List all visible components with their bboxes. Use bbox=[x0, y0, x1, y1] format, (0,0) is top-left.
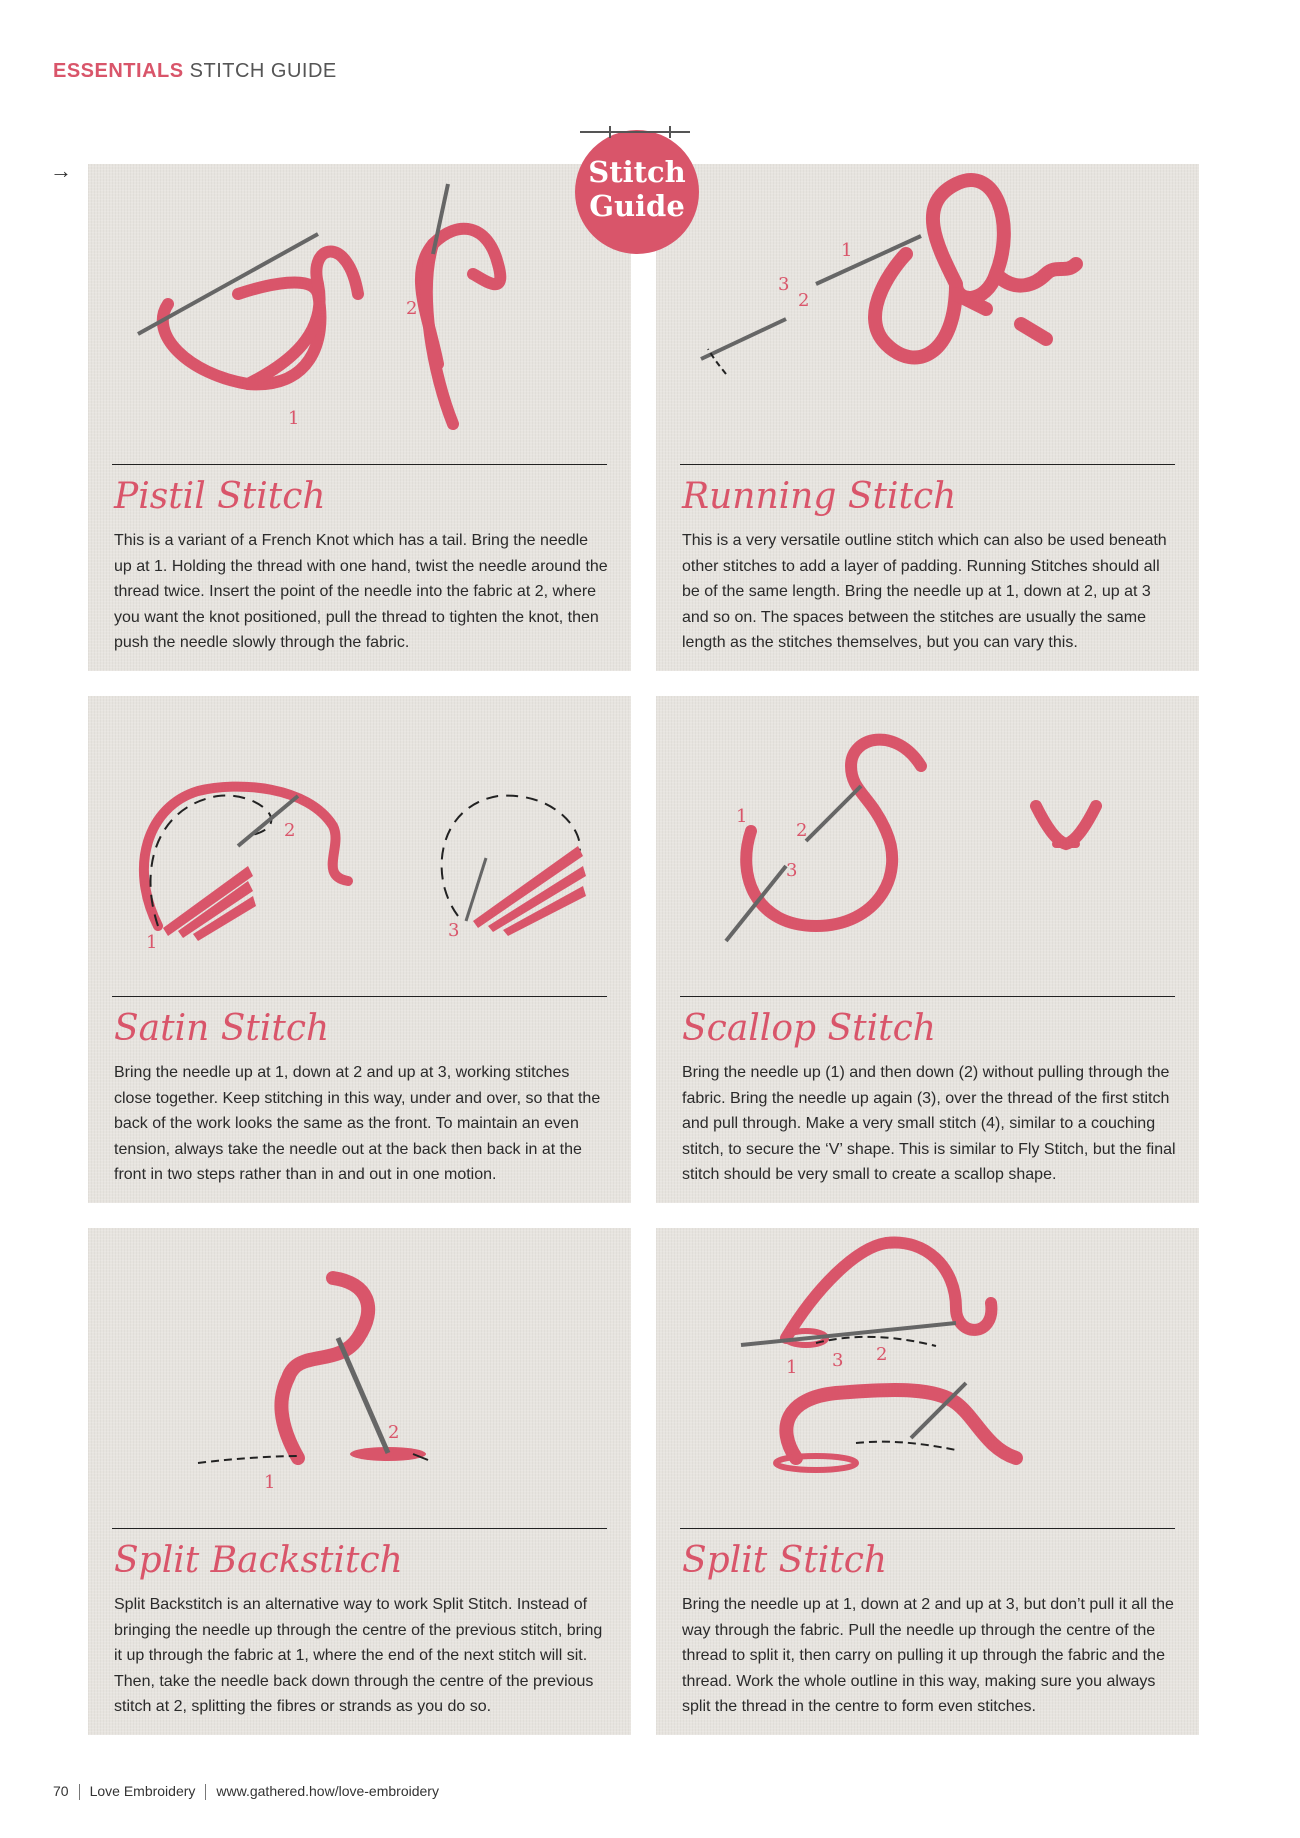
label-1: 1 bbox=[288, 408, 300, 429]
stitch-guide-badge bbox=[575, 130, 699, 254]
stitch-title: Split Stitch bbox=[682, 1540, 888, 1581]
label-1: 1 bbox=[264, 1472, 276, 1493]
split-backstitch-illustration bbox=[88, 1228, 631, 1538]
stitch-title: Satin Stitch bbox=[114, 1008, 330, 1049]
pistil-stitch-illustration bbox=[88, 164, 631, 474]
page-footer bbox=[53, 1783, 439, 1800]
panel-pistil-stitch bbox=[88, 164, 631, 671]
label-3: 3 bbox=[786, 860, 798, 881]
badge-line2: Guide bbox=[589, 189, 685, 223]
stitch-description: Bring the needle up (1) and then down (2) without pulling through the fabric. Bring the needle up again (3), over the thread of the first stitch and pull through. Make a very small stitch (4), similar to a couching stitch, to secure the ‘V’ shape. This is similar to Fly Stitch, but the final stitch should be very small to create a scallop shape. bbox=[682, 1064, 1176, 1183]
section-label: ESSENTIALS bbox=[53, 60, 184, 82]
stitch-title: Scallop Stitch bbox=[682, 1008, 936, 1049]
divider bbox=[680, 464, 1175, 465]
badge-needle-icon bbox=[580, 126, 690, 138]
stitch-description: Bring the needle up at 1, down at 2 and up at 3, working stitches close together. Keep stitching in this way, under and over, so that the back of the work looks the same as the front. To maintain an even tension, always take the needle out at the back then back in at the front in two steps rather than in and out in one motion. bbox=[114, 1064, 601, 1183]
label-2: 2 bbox=[796, 820, 808, 841]
stitch-title: Pistil Stitch bbox=[114, 476, 326, 517]
label-3: 3 bbox=[448, 920, 460, 941]
section-title: STITCH GUIDE bbox=[189, 60, 337, 82]
label-2: 2 bbox=[284, 820, 296, 841]
label-3: 3 bbox=[832, 1350, 844, 1371]
footer-divider bbox=[79, 1784, 80, 1800]
label-2: 2 bbox=[798, 290, 810, 311]
divider bbox=[112, 996, 607, 997]
divider bbox=[680, 1528, 1175, 1529]
label-1: 1 bbox=[146, 932, 158, 953]
divider bbox=[680, 996, 1175, 997]
stitch-title: Running Stitch bbox=[682, 476, 957, 517]
badge-line1: Stitch bbox=[588, 155, 686, 189]
label-1: 1 bbox=[841, 240, 853, 261]
panel-split-backstitch bbox=[88, 1228, 631, 1735]
panel-scallop-stitch bbox=[656, 696, 1199, 1203]
label-2: 2 bbox=[876, 1344, 888, 1365]
panel-satin-stitch bbox=[88, 696, 631, 1203]
label-1: 1 bbox=[786, 1357, 798, 1378]
satin-stitch-illustration bbox=[88, 696, 631, 1006]
label-2: 2 bbox=[406, 298, 418, 319]
split-stitch-illustration bbox=[656, 1228, 1199, 1538]
page-header bbox=[53, 60, 337, 83]
label-3: 3 bbox=[778, 274, 790, 295]
scallop-stitch-illustration bbox=[656, 696, 1199, 1006]
stitch-description: Bring the needle up at 1, down at 2 and up at 3, but don’t pull it all the way through the fabric. Pull the needle up through the centre of the thread to split it, then carry on pulling it up through the fabric and the thread. Work the whole outline in this way, making sure you always split the thread in the centre to form even stitches. bbox=[682, 1596, 1174, 1715]
stitch-description: Split Backstitch is an alternative way to work Split Stitch. Instead of bringing the needle up through the centre of the previous stitch, bring it up through the fabric at 1, where the end of the next stitch will sit. Then, take the needle back down through the centre of the previous stitch at 2, splitting the fibres or strands as you do so. bbox=[114, 1596, 603, 1715]
divider bbox=[112, 464, 607, 465]
panel-running-stitch bbox=[656, 164, 1199, 671]
panel-split-stitch bbox=[656, 1228, 1199, 1735]
running-stitch-illustration bbox=[656, 164, 1199, 474]
stitch-description: This is a very versatile outline stitch which can also be used beneath other stitches to add a layer of padding. Running Stitches should all be of the same length. Bring the needle up at 1, down at 2, up at 3 and so on. The spaces between the stitches are usually the same length as the stitches themselves, but you can vary this. bbox=[682, 532, 1167, 651]
page-number: 70 bbox=[53, 1783, 69, 1799]
divider bbox=[112, 1528, 607, 1529]
stitch-description: This is a variant of a French Knot which has a tail. Bring the needle up at 1. Holding the thread with one hand, twist the needle around the thread twice. Insert the point of the needle into the fabric at 2, where you want the knot positioned, pull the thread to tighten the knot, then push the needle slowly through the fabric. bbox=[114, 532, 608, 651]
arrow-right-icon: → bbox=[50, 158, 72, 183]
footer-divider bbox=[205, 1784, 206, 1800]
label-1: 1 bbox=[736, 806, 748, 827]
website-link[interactable]: www.gathered.how/love-embroidery bbox=[216, 1783, 439, 1799]
label-2: 2 bbox=[388, 1422, 400, 1443]
magazine-name: Love Embroidery bbox=[89, 1783, 196, 1799]
stitch-title: Split Backstitch bbox=[114, 1540, 403, 1581]
